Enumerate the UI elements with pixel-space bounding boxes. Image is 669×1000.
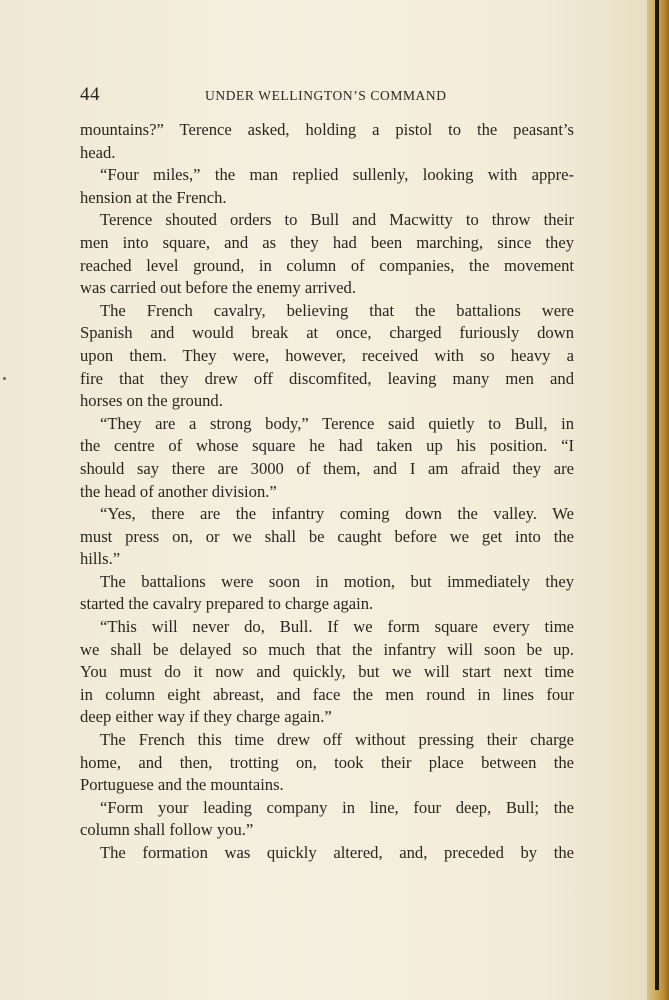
text-line: The formation was quickly altered, and, preceded by the	[100, 843, 574, 862]
body-text	[80, 119, 574, 865]
text-line: You must do it now and quickly, but we will start next time	[80, 662, 574, 682]
text-line: home, and then, trotting on, took their place between the	[80, 752, 574, 772]
text-line: must press on, or we shall be caught before we get into the	[80, 526, 574, 546]
text-line: was carried out before the enemy arrived.	[80, 278, 356, 298]
text-line: started the cavalry prepared to charge again.	[80, 594, 374, 614]
text-line: Spanish and would break at once, charged furiously down	[80, 323, 574, 343]
text-line: men into square, and as they had been marching, since they	[80, 232, 574, 252]
text-line: the head of another division.”	[80, 481, 277, 501]
text-line: hills.”	[80, 549, 121, 569]
text-line: fire that they drew off discomfited, leaving many men and	[80, 368, 574, 388]
text-line: should say there are 3000 of them, and I am afraid they are	[80, 458, 574, 478]
text-line: upon them. They were, however, received with so heavy a	[80, 345, 574, 365]
text-line: “They are a strong body,” Terence said quietly to Bull, in	[100, 413, 574, 433]
spine-shadow-line	[655, 0, 659, 990]
book-spine-edge	[647, 0, 669, 1000]
text-line: deep either way if they charge again.”	[80, 707, 332, 727]
text-line: The French this time drew off without pressing their charge	[100, 730, 574, 750]
text-line: “Form your leading company in line, four deep, Bull; the	[100, 797, 574, 817]
text-line: column shall follow you.”	[80, 820, 254, 840]
text-line: in column eight abreast, and face the men round in lines four	[80, 684, 574, 704]
text-line: The battalions were soon in motion, but immediately they	[100, 571, 574, 591]
page-number: 44	[80, 84, 100, 105]
text-line: Portuguese and the mountains.	[80, 775, 284, 795]
text-line: the centre of whose square he had taken up his position. “I	[80, 436, 574, 456]
text-line: hension at the French.	[80, 187, 227, 207]
text-line: “This will never do, Bull. If we form square every time	[100, 617, 574, 637]
text-line: Terence shouted orders to Bull and Macwitty to throw their	[100, 210, 574, 230]
text-line: “Yes, there are the infantry coming down the valley. We	[100, 504, 574, 524]
running-title: UNDER WELLINGTON’S COMMAND	[205, 88, 447, 103]
page-speck	[3, 377, 6, 380]
text-line: reached level ground, in column of companies, the movement	[80, 255, 574, 275]
text-line: “Four miles,” the man replied sullenly, looking with appre-	[100, 165, 574, 185]
text-line: The French cavalry, believing that the battalions were	[100, 300, 574, 320]
running-header	[80, 84, 574, 108]
text-line: horses on the ground.	[80, 391, 223, 411]
text-line: mountains?” Terence asked, holding a pistol to the peasant’s	[80, 120, 574, 139]
text-line: we shall be delayed so much that the infantry will soon be up.	[80, 639, 574, 659]
text-line: head.	[80, 142, 116, 162]
